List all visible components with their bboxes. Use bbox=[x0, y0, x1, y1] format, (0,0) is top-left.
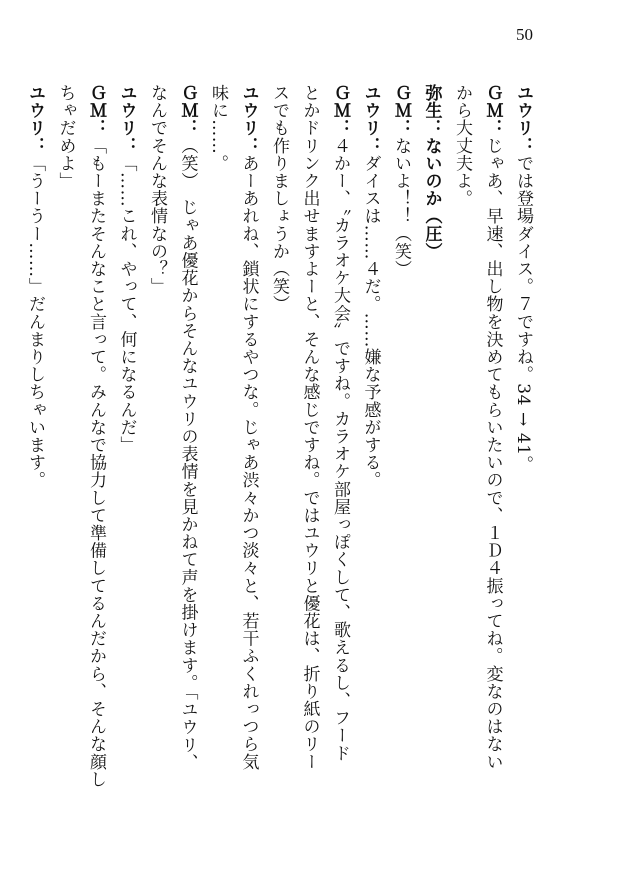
line-text: から大丈夫よ。 bbox=[452, 84, 472, 208]
dialogue-line bbox=[294, 84, 325, 804]
line-text: 「もーまたそんなこと言って。みんなで協力して準備してるんだから、そんな顔し bbox=[86, 136, 106, 789]
dialogue-line bbox=[203, 84, 234, 804]
line-text: ないよ！！（笑） bbox=[391, 136, 411, 278]
speaker-name: ユウリ： bbox=[116, 84, 137, 155]
speaker-name: ＧＭ： bbox=[177, 84, 198, 137]
dialogue-line bbox=[81, 84, 112, 804]
line-text: では登場ダイス。７ですね。34 → 41。 bbox=[513, 154, 533, 474]
line-text: とかドリンク出せますよーと、そんな感じですね。ではユウリと優花は、折り紙のリー bbox=[299, 84, 320, 771]
dialogue-line bbox=[20, 84, 51, 804]
line-text: あーあれね、鎖状にするやつな。じゃあ渋々かつ淡々と、若干ふくれっつら気 bbox=[238, 154, 259, 771]
dialogue-line bbox=[416, 84, 447, 804]
dialogue-line bbox=[142, 84, 173, 804]
line-text: ちゃだめよ」 bbox=[55, 84, 76, 190]
dialogue-line bbox=[172, 84, 203, 804]
line-text: 味に……。 bbox=[208, 84, 228, 172]
speaker-name: ＧＭ： bbox=[391, 84, 411, 137]
line-text: ないのか（圧） bbox=[421, 136, 442, 261]
dialogue-text-block bbox=[20, 84, 539, 804]
dialogue-line bbox=[447, 84, 478, 804]
dialogue-line bbox=[111, 84, 142, 804]
dialogue-line bbox=[264, 84, 295, 804]
speaker-name: ＧＭ： bbox=[86, 84, 106, 137]
line-text: ４かー、〝カラオケ大会〟ですね。カラオケ部屋っぽくして、歌えるし、フード bbox=[330, 136, 350, 762]
dialogue-line bbox=[233, 84, 264, 804]
speaker-name: ユウリ： bbox=[238, 84, 259, 155]
line-text: 「……これ、やって、何になるんだ」 bbox=[116, 154, 137, 454]
dialogue-line bbox=[477, 84, 508, 804]
line-text: 「うーうー……」だんまりしちゃいます。 bbox=[25, 154, 45, 489]
dialogue-line bbox=[355, 84, 386, 804]
line-text: （笑） じゃあ優花からそんなユウリの表情を見かねて声を掛けます。「ユウリ、 bbox=[177, 136, 198, 772]
dialogue-line bbox=[508, 84, 539, 804]
line-text: スでも作りましょうか（笑） bbox=[269, 84, 289, 313]
speaker-name: ユウリ： bbox=[360, 84, 381, 155]
line-text: ダイスは……４だ。……嫌な予感がする。 bbox=[360, 154, 381, 489]
line-text: じゃあ、早速、出し物を決めてもらいたいので、１Ｄ４振ってね。変なのはない bbox=[482, 136, 503, 771]
speaker-name: ＧＭ： bbox=[482, 84, 503, 137]
dialogue-line bbox=[325, 84, 356, 804]
speaker-name: 弥生： bbox=[421, 84, 442, 137]
speaker-name: ユウリ： bbox=[25, 84, 45, 155]
speaker-name: ＧＭ： bbox=[330, 84, 350, 137]
page-number: 50 bbox=[516, 25, 533, 44]
dialogue-line bbox=[50, 84, 81, 804]
line-text: なんでそんな表情なの？」 bbox=[147, 84, 167, 296]
dialogue-line bbox=[386, 84, 417, 804]
speaker-name: ユウリ： bbox=[513, 84, 533, 155]
